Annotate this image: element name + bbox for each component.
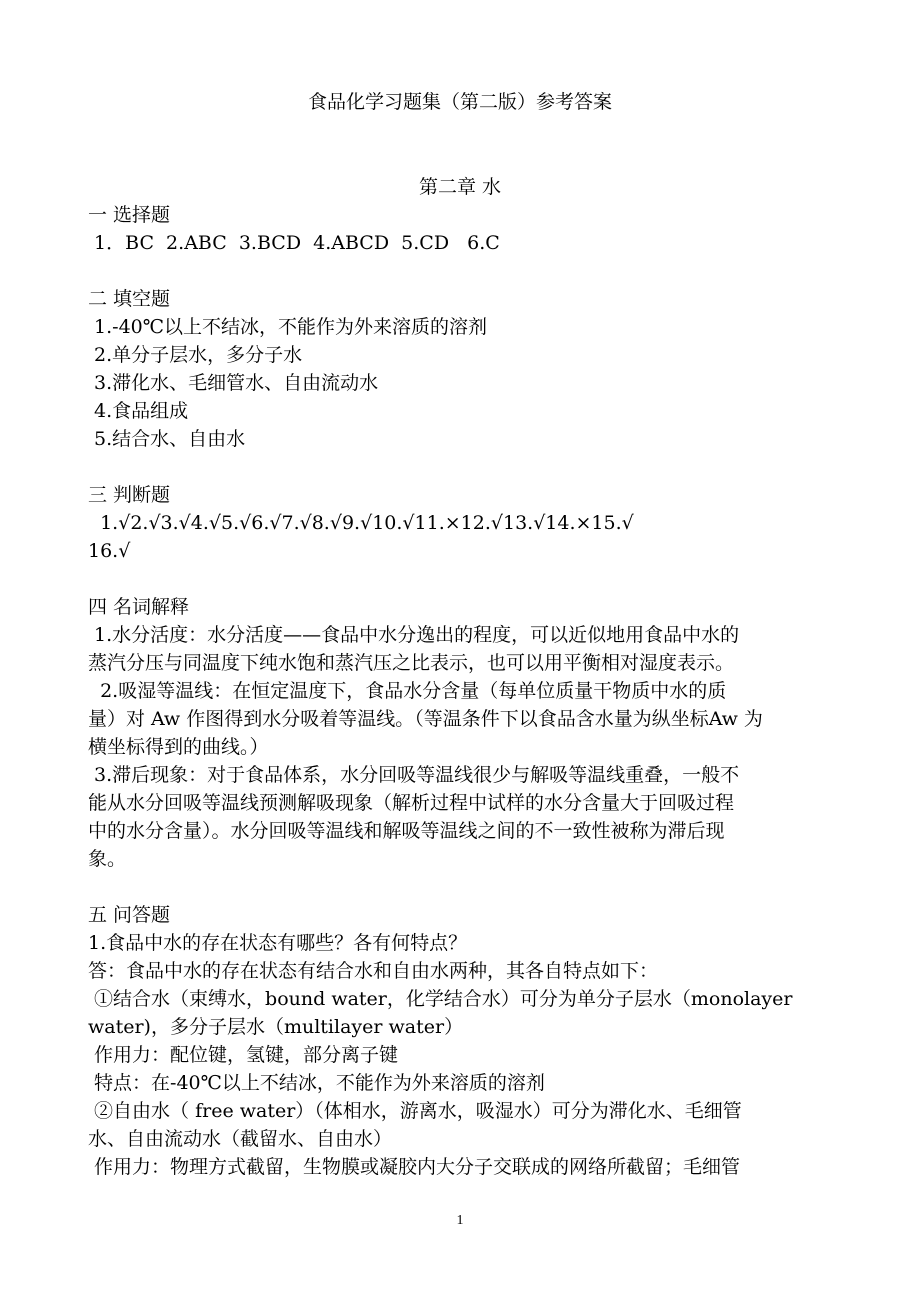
- document-title: 食品化学习题集（第二版）参考答案: [307, 91, 612, 113]
- choice-answers: 1．BC 2.ABC 3.BCD 4.ABCD 5.CD 6.C: [88, 232, 500, 254]
- term-text-line: 象。: [88, 848, 127, 870]
- section-heading-fill: 二 填空题: [88, 288, 171, 310]
- section-heading-qa: 五 问答题: [88, 904, 171, 926]
- qa-text-line: ①结合水（束缚水，bound water，化学结合水）可分为单分子层水（monolayer: [88, 988, 793, 1010]
- term-text-line: 蒸汽分压与同温度下纯水饱和蒸汽压之比表示，也可以用平衡相对湿度表示。: [88, 652, 735, 674]
- term-text-line: 1.水分活度：水分活度——食品中水分逸出的程度，可以近似地用食品中水的: [88, 624, 740, 646]
- term-text-line: 3.滞后现象：对于食品体系，水分回吸等温线很少与解吸等温线重叠，一般不: [88, 764, 740, 786]
- qa-text-line: water)，多分子层水（multilayer water）: [88, 1016, 464, 1038]
- judge-answers-line1: 1.√2.√3.√4.√5.√6.√7.√8.√9.√10.√11.×12.√13.√14.×15.√: [88, 512, 634, 534]
- fill-answer-4: 4.食品组成: [88, 400, 189, 422]
- qa-text-line: 答：食品中水的存在状态有结合水和自由水两种，其各自特点如下：: [88, 960, 659, 982]
- qa-text-line: ②自由水（ free water）（体相水，游离水，吸湿水）可分为滞化水、毛细管: [88, 1100, 742, 1122]
- fill-answer-3: 3.滞化水、毛细管水、自由流动水: [88, 372, 379, 394]
- qa-text-line: 特点：在-40℃以上不结冰，不能作为外来溶质的溶剂: [88, 1072, 545, 1094]
- qa-text-line: 1.食品中水的存在状态有哪些？各有何特点？: [88, 932, 468, 954]
- judge-answers-line2: 16.√: [88, 540, 131, 562]
- chapter-title: 第二章 水: [418, 176, 502, 198]
- qa-text-line: 作用力：配位键，氢键，部分离子键: [88, 1044, 399, 1066]
- fill-answer-1: 1.-40℃以上不结冰，不能作为外来溶质的溶剂: [88, 316, 488, 338]
- term-text-line: 量）对 Aw 作图得到水分吸着等温线。（等温条件下以食品含水量为纵坐标Aw 为: [88, 708, 763, 730]
- qa-text-line: 水、自由流动水（截留水、自由水）: [88, 1128, 393, 1150]
- section-heading-choice: 一 选择题: [88, 204, 171, 226]
- section-heading-terms: 四 名词解释: [88, 596, 190, 618]
- qa-text-line: 作用力：物理方式截留，生物膜或凝胶内大分子交联成的网络所截留；毛细管: [88, 1156, 741, 1178]
- term-text-line: 中的水分含量）。水分回吸等温线和解吸等温线之间的不一致性被称为滞后现: [88, 820, 725, 842]
- page-number: 1: [456, 1213, 464, 1228]
- term-text-line: 横坐标得到的曲线。）: [88, 736, 269, 758]
- section-heading-judge: 三 判断题: [88, 484, 171, 506]
- term-text-line: 能从水分回吸等温线预测解吸现象（解析过程中试样的水分含量大于回吸过程: [88, 792, 735, 814]
- fill-answer-5: 5.结合水、自由水: [88, 428, 246, 450]
- term-text-line: 2.吸湿等温线：在恒定温度下，食品水分含量（每单位质量干物质中水的质: [88, 680, 727, 702]
- fill-answer-2: 2.单分子层水，多分子水: [88, 344, 303, 366]
